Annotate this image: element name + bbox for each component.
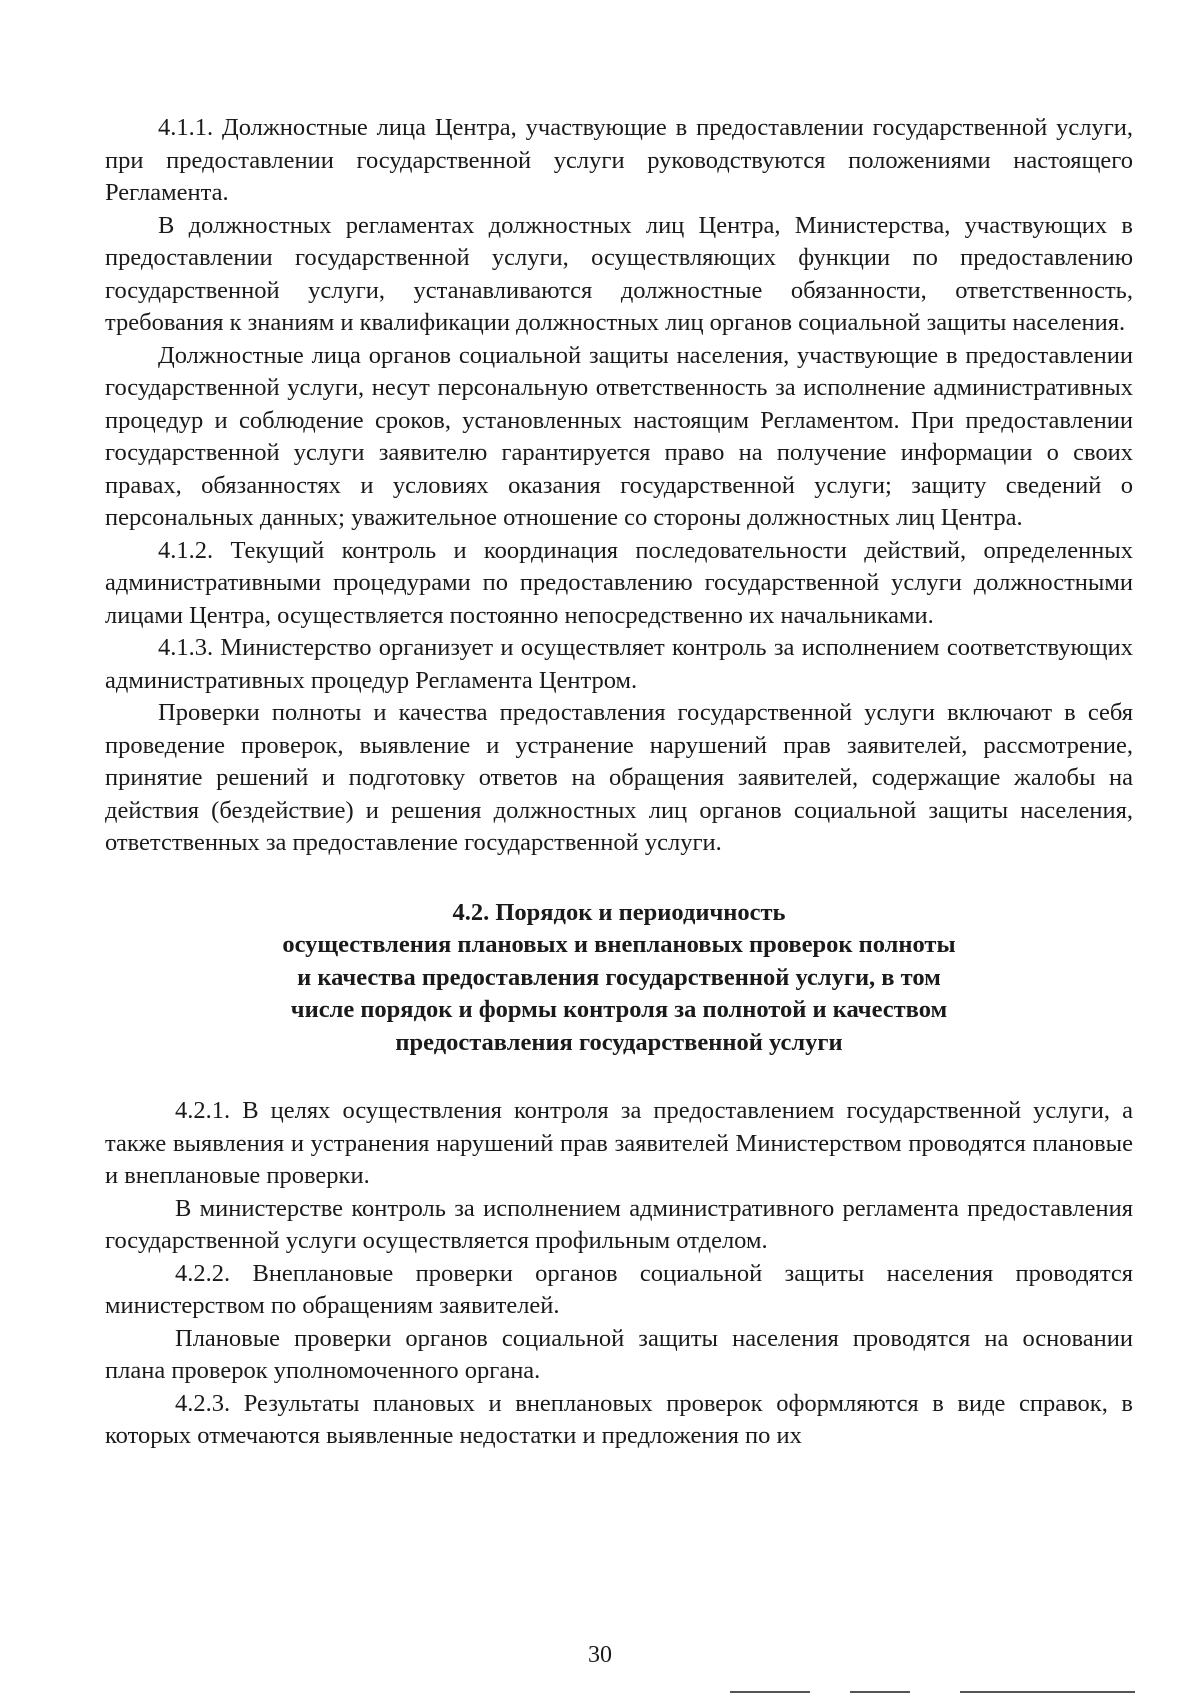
scan-edge-line (850, 1691, 910, 1693)
page-number: 30 (588, 1642, 612, 1668)
paragraph-job-regulations: В должностных регламентах должностных лиц Центра, Министерства, участвующих в предоставлении государственной услуги, осуществляющих функции по предоставлению государственной услуги, устанавливаются должностные обязанности, ответственность, требования к знаниям и квалификации должностных лиц органов социальной защиты населения. (105, 211, 1133, 336)
heading-line: 4.2. Порядок и периодичность (452, 898, 786, 926)
heading-line: и качества предоставления государственной услуги, в том (297, 963, 941, 991)
heading-line: осуществления плановых и внеплановых проверок полноты (282, 931, 956, 958)
scan-edge-line (960, 1691, 1135, 1693)
paragraph-4-2-3: 4.2.3. Результаты плановых и внеплановых проверок оформляются в виде справок, в которых отмечаются выявленные недостатки и предложения по их (105, 1389, 1133, 1449)
paragraph-4-2-2: 4.2.2. Внеплановые проверки органов социальной защиты населения проводятся министерством по обращениям заявителей. (105, 1259, 1133, 1319)
paragraph-personal-responsibility: Должностные лица органов социальной защиты населения, участвующие в предоставлении государственной услуги, несут персональную ответственность за исполнение административных процедур и соблюдение сроков, установленных настоящим Регламентом. При предоставлении государственной услуги заявителю гарантируется право на получение информации о своих правах, обязанностях и условиях оказания государственной услуги; защиту сведений о персональных данных; уважительное отношение со стороны должностных лиц Центра. (105, 341, 1133, 531)
heading-line: предоставления государственной услуги (395, 1028, 843, 1056)
paragraph-4-1-2: 4.1.2. Текущий контроль и координация последовательности действий, определенных административными процедурами по предоставлению государственной услуги должностными лицами Центра, осуществляется постоянно непосредственно их начальниками. (105, 536, 1133, 629)
paragraph-4-2-1: 4.2.1. В целях осуществления контроля за предоставлением государственной услуги, а также выявления и устранения нарушений прав заявителей Министерством проводятся плановые и внеплановые проверки. (105, 1097, 1133, 1189)
paragraph-4-1-1: 4.1.1. Должностные лица Центра, участвующие в предоставлении государственной услуги, при предоставлении государственной услуги руководствуются положениями настоящего Регламента. (105, 114, 1133, 206)
scan-edge-line (730, 1691, 810, 1693)
paragraph-planned-checks: Плановые проверки органов социальной защиты населения проводятся на основании плана проверок уполномоченного органа. (105, 1324, 1133, 1384)
paragraph-4-1-3: 4.1.3. Министерство организует и осуществляет контроль за исполнением соответствующих административных процедур Регламента Центром. (105, 634, 1133, 694)
section-heading-4-2 (105, 897, 1133, 1060)
heading-line: числе порядок и формы контроля за полнотой и качеством (290, 996, 948, 1023)
document-page (105, 112, 1133, 1453)
paragraph-ministry-control: В министерстве контроль за исполнением административного регламента предоставления государственной услуги осуществляется профильным отделом. (105, 1194, 1133, 1254)
paragraph-checks-completeness: Проверки полноты и качества предоставления государственной услуги включают в себя проведение проверок, выявление и устранение нарушений прав заявителей, рассмотрение, принятие решений и подготовку ответов на обращения заявителей, содержащие жалобы на действия (бездействие) и решения должностных лиц органов социальной защиты населения, ответственных за предоставление государственной услуги. (105, 699, 1133, 856)
